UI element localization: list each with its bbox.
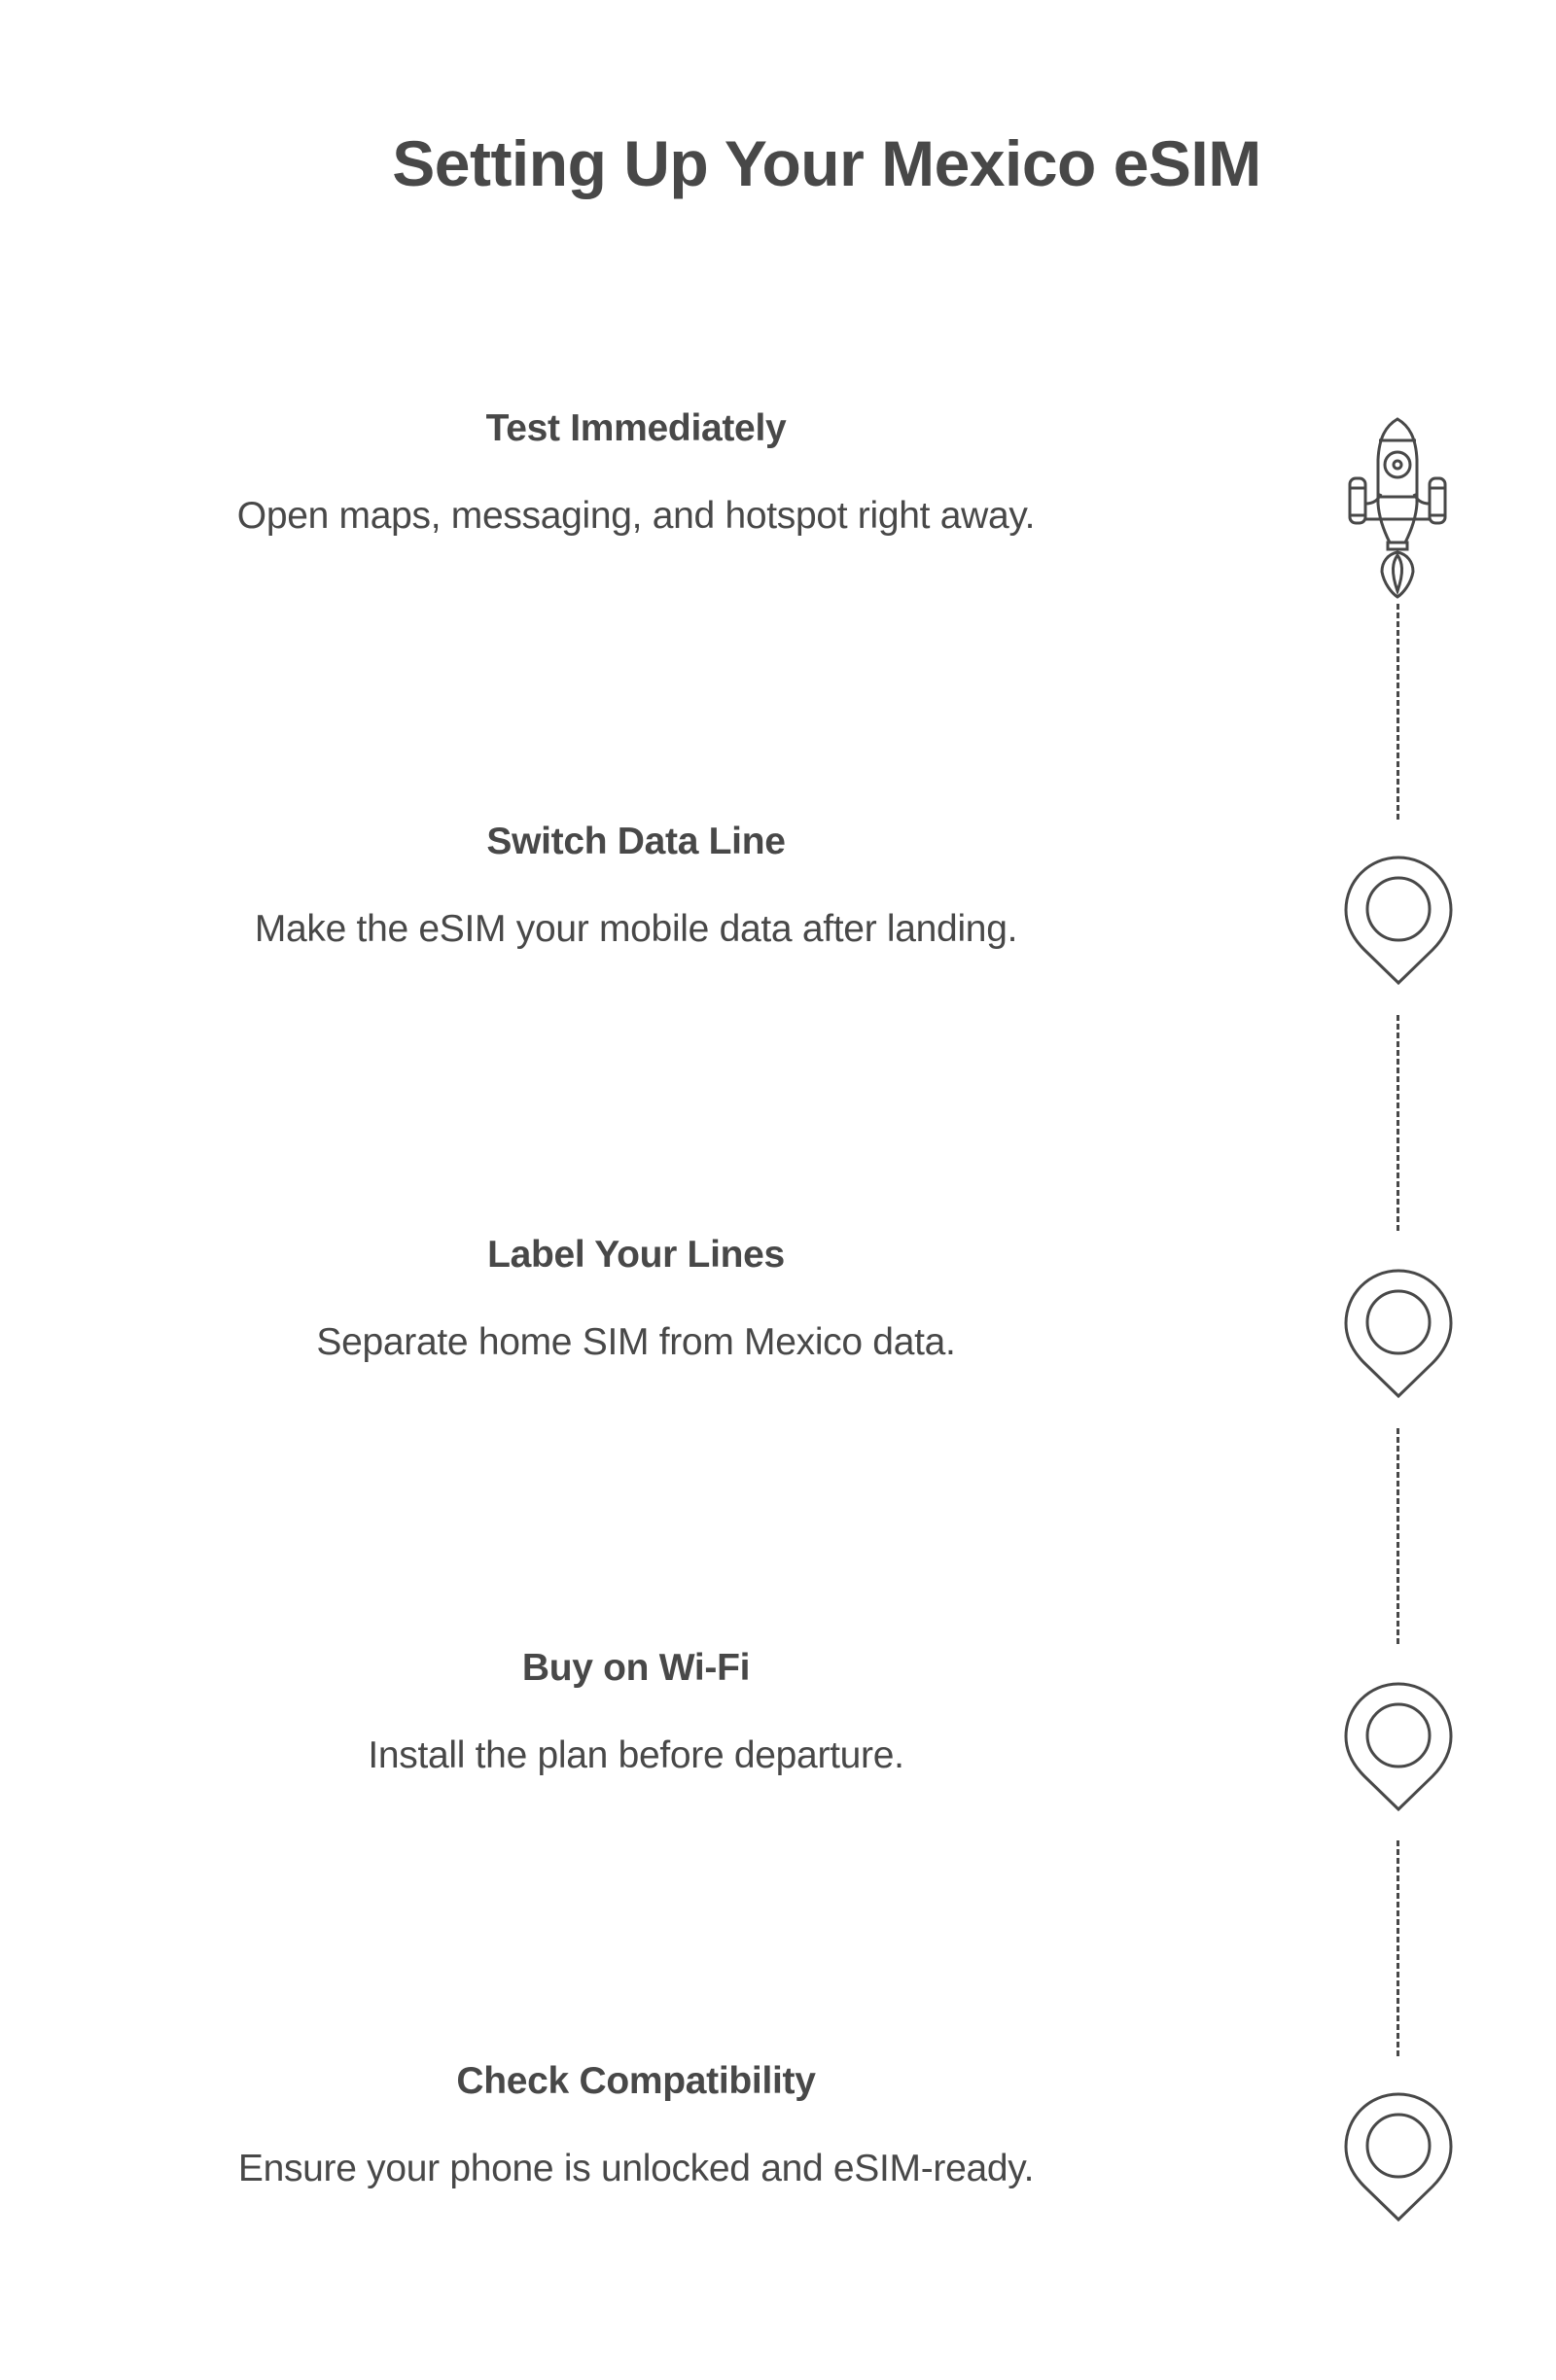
map-pin-icon (1343, 2091, 1454, 2223)
step-2 (150, 819, 1122, 953)
step-heading: Check Compatibility (456, 2060, 816, 2102)
step-1 (150, 405, 1122, 540)
map-pin-icon (1343, 855, 1454, 987)
step-description: Install the plan before departure. (368, 1734, 904, 1776)
step-description: Separate home SIM from Mexico data. (316, 1321, 956, 1363)
step-heading: Buy on Wi-Fi (521, 1647, 751, 1689)
map-pin-icon (1343, 1681, 1454, 1813)
rocket-icon (1347, 416, 1448, 601)
connector-line (1397, 1428, 1399, 1644)
step-heading: Label Your Lines (487, 1234, 785, 1276)
page-title: Setting Up Your Mexico eSIM (392, 127, 1261, 199)
step-description: Open maps, messaging, and hotspot right away. (236, 495, 1036, 537)
connector-line (1397, 604, 1399, 820)
step-heading: Test Immediately (485, 407, 787, 449)
step-description: Make the eSIM your mobile data after landing. (254, 908, 1018, 950)
step-5 (150, 2058, 1122, 2192)
map-pin-icon (1343, 1268, 1454, 1400)
connector-line (1397, 1015, 1399, 1231)
step-description: Ensure your phone is unlocked and eSIM-ready. (237, 2148, 1035, 2189)
step-heading: Switch Data Line (486, 821, 786, 862)
step-3 (150, 1232, 1122, 1366)
connector-line (1397, 1840, 1399, 2056)
step-4 (150, 1645, 1122, 1779)
